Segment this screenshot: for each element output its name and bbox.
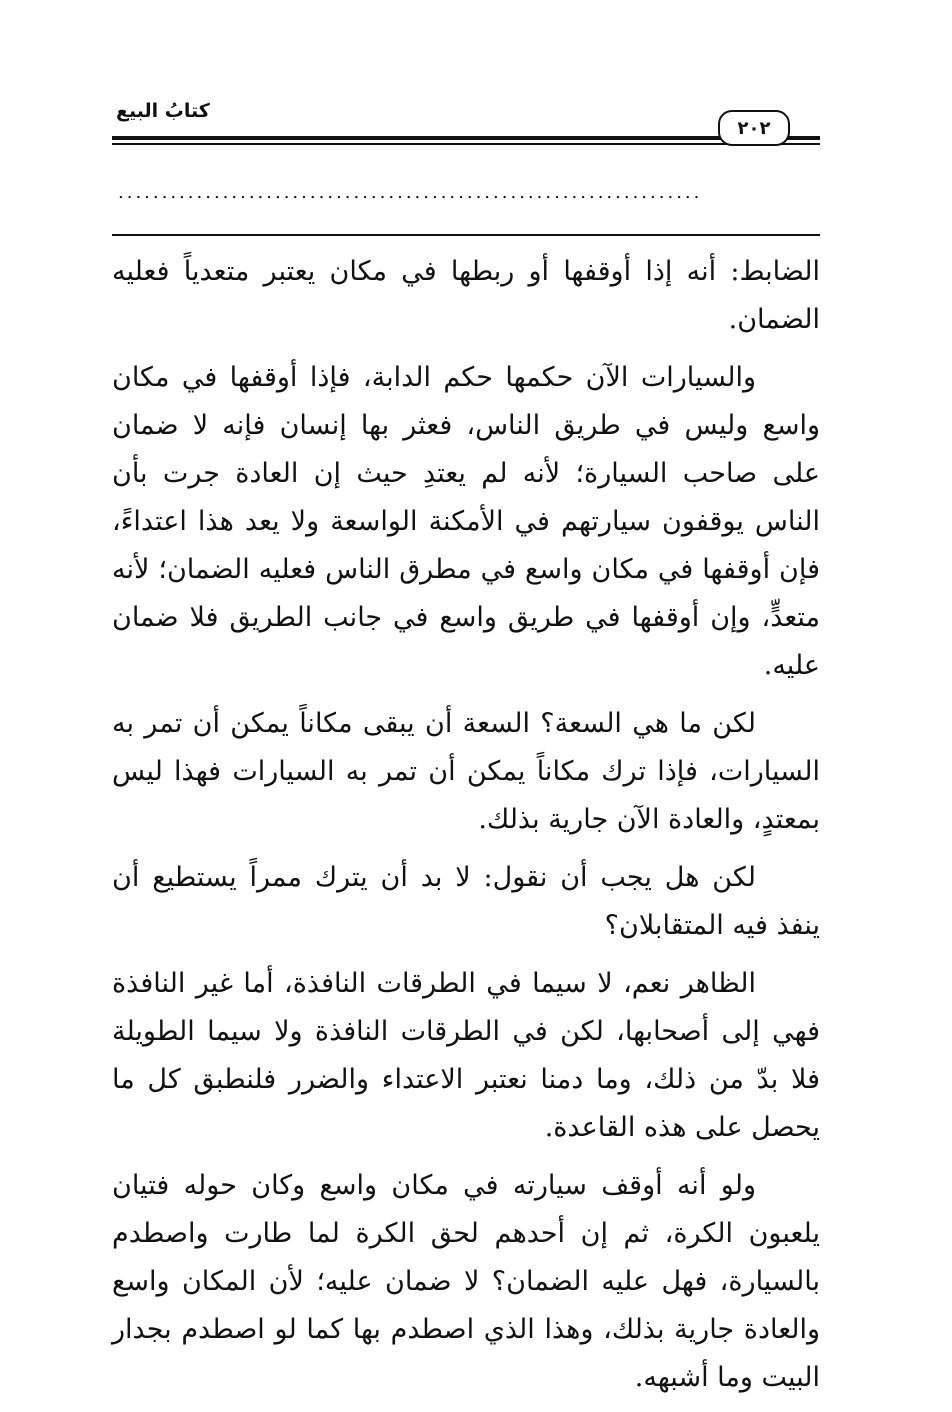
dotted-separator: ...................................................................	[118, 184, 703, 203]
paragraph: لكن ما هي السعة؟ السعة أن يبقى مكاناً يمكن أن تمر به السيارات، فإذا ترك مكاناً يمكن أن تمر به السيارات فهذا ليس بمعتدٍ، والعادة الآن جارية بذلك.	[112, 708, 820, 835]
page-header	[112, 96, 820, 156]
paragraph: لكن هل يجب أن نقول: لا بد أن يترك ممراً يستطيع أن ينفذ فيه المتقابلان؟	[112, 862, 820, 941]
paragraph: ولو أنه أوقف سيارته في مكان واسع وكان حوله فتيان يلعبون الكرة، ثم إن أحدهم لحق الكرة لما طارت واصطدم بالسيارة، فهل عليه الضمان؟ لا ضمان عليه؛ لأن المكان واسع والعادة جارية بذلك، وهذا الذي اصطدم بها كما لو اصطدم بجدار البيت وما أشبهه.	[112, 1170, 820, 1393]
book-title: كتابُ البيع	[116, 100, 210, 122]
section-separator-line	[112, 234, 820, 236]
page-body	[112, 248, 820, 1412]
page-number: ٢٠٢	[718, 110, 790, 146]
paragraph: الظاهر نعم، لا سيما في الطرقات النافذة، أما غير النافذة فهي إلى أصحابها، لكن في الطرقات النافذة ولا سيما الطويلة فلا بدّ من ذلك، وما دمنا نعتبر الاعتداء والضرر فلنطبق كل ما يحصل على هذه القاعدة.	[112, 968, 820, 1143]
header-rule-thick	[112, 136, 820, 140]
paragraph: والسيارات الآن حكمها حكم الدابة، فإذا أوقفها في مكان واسع وليس في طريق الناس، فعثر بها إنسان فإنه لا ضمان على صاحب السيارة؛ لأنه لم يعتدِ حيث إن العادة جرت بأن الناس يوقفون سيارتهم في الأمكنة الواسعة ولا يعد هذا اعتداءً، فإن أوقفها في مكان واسع في مطرق الناس فعليه الضمان؛ لأنه متعدٍّ، وإن أوقفها في طريق واسع في جانب الطريق فلا ضمان عليه.	[112, 362, 820, 681]
paragraph: الضابط: أنه إذا أوقفها أو ربطها في مكان يعتبر متعدياً فعليه الضمان.	[112, 256, 820, 335]
header-rule-thin	[112, 143, 820, 145]
